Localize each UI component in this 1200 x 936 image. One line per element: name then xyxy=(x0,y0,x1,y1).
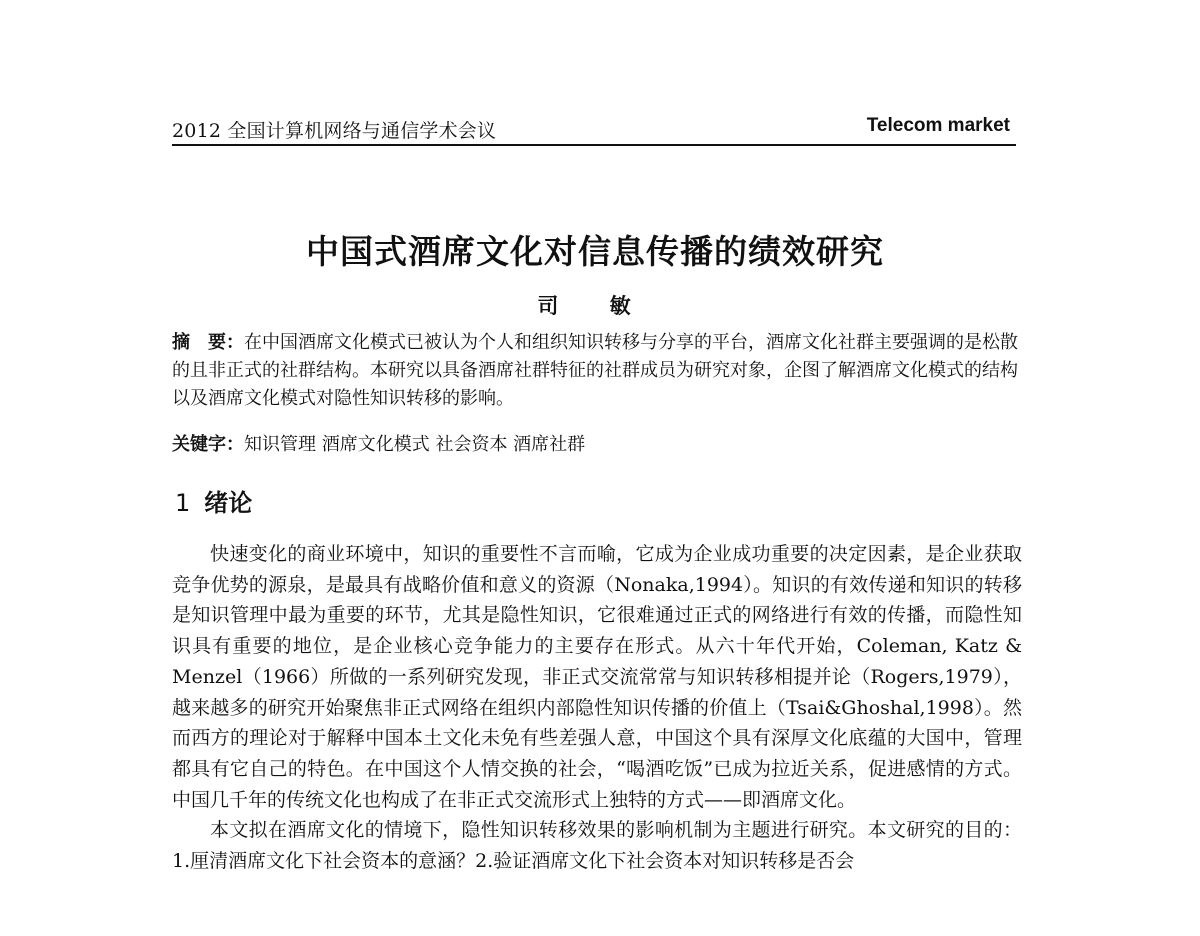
paper-title: 中国式酒席文化对信息传播的绩效研究 xyxy=(306,232,884,271)
keywords-text: 知识管理 酒席文化模式 社会资本 酒席社群 xyxy=(244,434,586,455)
section-body xyxy=(172,539,1022,877)
keywords xyxy=(172,431,1020,459)
abstract xyxy=(172,329,1020,413)
journal-name: Telecom market xyxy=(866,115,1010,136)
author-name: 司 敏 xyxy=(537,294,653,318)
section-title: 绪论 xyxy=(204,489,253,517)
conference-name: 2012 全国计算机网络与通信学术会议 xyxy=(172,120,497,142)
body-paragraph: 本文拟在酒席文化的情境下，隐性知识转移效果的影响机制为主题进行研究。本文研究的目的：1.厘清酒席文化下社会资本的意涵？2.验证酒席文化下社会资本对知识转移是否会 xyxy=(172,819,1022,873)
section-heading xyxy=(175,483,252,518)
running-header xyxy=(172,114,1016,146)
abstract-label: 摘 要： xyxy=(172,332,244,353)
section-number: 1 xyxy=(175,489,191,517)
abstract-text: 在中国酒席文化模式已被认为个人和组织知识转移与分享的平台，酒席文化社群主要强调的是松散的且非正式的社群结构。本研究以具备酒席社群特征的社群成员为研究对象，企图了解酒席文化模式的结构以及酒席文化模式对隐性知识转移的影响。 xyxy=(172,332,1018,409)
body-paragraph: 快速变化的商业环境中，知识的重要性不言而喻，它成为企业成功重要的决定因素，是企业获取竞争优势的源泉，是最具有战略价值和意义的资源（Nonaka,1994）。知识的有效传递和知识的转移是知识管理中最为重要的环节，尤其是隐性知识，它很难通过正式的网络进行有效的传播，而隐性知识具有重要的地位，是企业核心竞争能力的主要存在形式。从六十年代开始，Coleman, Katz & Menzel（1966）所做的一系列研究发现，非正式交流常常与知识转移相提并论（Rogers,1979），越来越多的研究开始聚焦非正式网络在组织内部隐性知识传播的价值上（Tsai&Ghoshal,1998）。然而西方的理论对于解释中国本土文化未免有些差强人意，中国这个具有深厚文化底蕴的大国中，管理都具有它自己的特色。在中国这个人情交换的社会，“喝酒吃饭”已成为拉近关系，促进感情的方式。中国几千年的传统文化也构成了在非正式交流形式上独特的方式——即酒席文化。 xyxy=(172,543,1022,811)
keywords-label: 关键字： xyxy=(172,434,244,455)
